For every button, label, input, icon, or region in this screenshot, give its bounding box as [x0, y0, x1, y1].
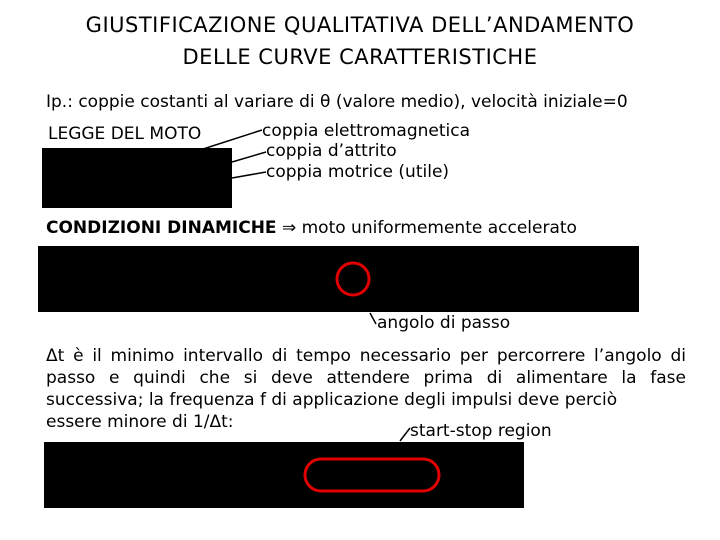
dynamic-conditions-label: CONDIZIONI DINAMICHE	[46, 218, 277, 238]
dynamic-result: moto uniformemente accelerato	[301, 218, 577, 238]
annotation-electromagnetic-torque: coppia elettromagnetica	[262, 121, 471, 141]
explanation-line: essere minore di 1/Δt:	[46, 412, 234, 432]
slide-title-line1: GIUSTIFICAZIONE QUALITATIVA DELL’ANDAMENTO	[85, 13, 635, 37]
law-of-motion-label: LEGGE DEL MOTO	[48, 124, 202, 144]
pointer-line-friction	[232, 152, 266, 162]
pointer-line-motive	[232, 172, 266, 178]
pointer-line-step-angle	[370, 313, 376, 324]
frequency-formula	[44, 442, 524, 508]
explanation-paragraph	[46, 345, 686, 433]
step-angle-label: angolo di passo	[377, 313, 511, 333]
pointer-line-electromagnetic	[200, 130, 262, 150]
start-stop-highlight-ellipse	[302, 456, 442, 494]
explanation-line: Δt è il minimo intervallo di tempo necessario per percorrere l’angolo	[46, 346, 662, 366]
explanation-line: successiva; la frequenza f di applicazione degli impulsi deve perciò	[46, 390, 618, 410]
hypothesis-text: Ip.: coppie costanti al variare di θ (valore medio), velocità iniziale=0	[46, 92, 628, 112]
annotation-motive-torque: coppia motrice (utile)	[266, 162, 450, 182]
explanation-line: di passo e quindi che si deve attendere prima di alimentare la fase	[46, 346, 687, 388]
step-angle-highlight-circle	[334, 260, 372, 298]
annotation-friction-torque: coppia d’attrito	[266, 141, 397, 161]
start-stop-region-label: start-stop region	[410, 421, 552, 441]
implies-arrow: ⇒	[281, 218, 297, 238]
slide-title-line2: DELLE CURVE CARATTERISTICHE	[182, 45, 538, 69]
